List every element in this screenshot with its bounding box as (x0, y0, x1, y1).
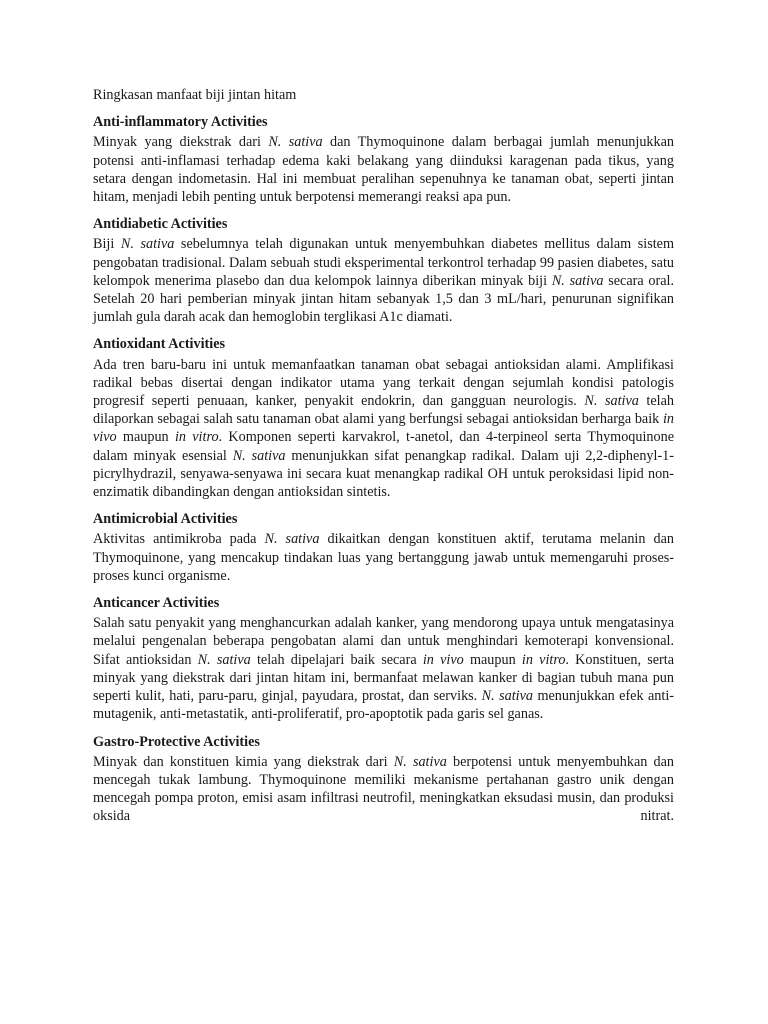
italic-term: in vivo (422, 651, 464, 668)
text-run: Salah satu penyakit yang menghancurkan adalah kanker, yang mendorong upaya untuk mengatasinya melalui pengenalan beberapa pengobatan alami dan untuk menghindari kemoterapi konvensional. Sifat antioksidan (93, 615, 674, 668)
italic-term: N. sativa (551, 272, 604, 289)
section-heading: Anticancer Activities (93, 595, 220, 612)
section-anticancer (93, 594, 674, 723)
italic-term: N. sativa (481, 688, 534, 705)
text-run: secara oral. Setelah 20 hari pemberian minyak jintan hitam sebanyak 1,5 dan 3 mL/hari, penurunan signifikan jumlah gula darah acak dan hemoglobin terglikasi A1c diamati. (93, 272, 675, 326)
section-body (93, 530, 674, 585)
text-run: . Komponen seperti karvakrol, t-anetol, dan 4-terpineol serta Thymoquinone dalam minyak esensial (93, 429, 675, 464)
text-run: Ada tren baru-baru ini untuk memanfaatkan tanaman obat sebagai antioksidan alami. Amplifikasi radikal bebas disertai dengan indikator utama yang terkait dengan sejumlah kondisi patologis progresif seperti penuaan, kanker, penyakit endokrin, dan gangguan neurologis. (93, 356, 674, 410)
italic-term: in vitro (521, 651, 566, 668)
text-run: Aktivitas antimikroba pada (93, 531, 265, 548)
section-heading: Antimicrobial Activities (93, 511, 238, 528)
section-body (93, 753, 674, 826)
text-run: telah dilaporkan sebagai salah satu tanaman obat alami yang berfungsi sebagai antioksidan berharga baik (93, 393, 674, 428)
italic-term: N. sativa (120, 236, 175, 253)
italic-term: N. sativa (232, 447, 286, 464)
text-run: maupun (116, 429, 175, 446)
italic-term: N. sativa (197, 651, 251, 668)
italic-term: in vivo (93, 411, 674, 446)
document-title: Ringkasan manfaat biji jintan hitam (93, 87, 297, 103)
section-antimicrobial (93, 510, 674, 585)
section-body (93, 235, 674, 326)
section-heading: Antidiabetic Activities (93, 216, 228, 233)
text-run: maupun (463, 651, 522, 668)
italic-term: N. sativa (393, 753, 447, 770)
text-run: Minyak yang diekstrak dari (93, 134, 269, 151)
text-run: dan Thymoquinone dalam berbagai jumlah menunjukkan potensi anti-inflamasi terhadap edema kaki belakang yang diinduksi karagenan pada tikus, yang setara dengan indometasin. Hal ini membuat peralihan sepenuhnya ke tanaman obat, seperti jintan hitam, menjadi lebih penting untuk berpotensi memerangi reaksi apa pun. (93, 134, 674, 206)
section-antioxidant (93, 335, 674, 501)
document-page (93, 86, 674, 835)
section-heading: Antioxidant Activities (93, 336, 226, 353)
text-run: Minyak dan konstituen kimia yang diekstrak dari (93, 753, 394, 770)
section-antidiabetic (93, 215, 674, 326)
text-run: Biji (93, 236, 121, 253)
text-run: telah dipelajari baik secara (250, 651, 423, 668)
section-gastro-protective (93, 733, 674, 826)
text-run: dikaitkan dengan konstituen aktif, terutama melanin dan Thymoquinone, yang mencakup tindakan luas yang bertanggung jawab untuk memengaruhi proses-proses kunci organisme. (93, 531, 674, 584)
italic-term: N. sativa (264, 531, 320, 548)
italic-term: N. sativa (268, 134, 323, 151)
section-heading: Gastro-Protective Activities (93, 733, 260, 750)
italic-term: in vitro (174, 429, 219, 446)
italic-term: N. sativa (584, 393, 639, 410)
section-anti-inflammatory (93, 113, 674, 206)
section-body (93, 614, 674, 723)
text-run: berpotensi untuk menyembuhkan dan mencegah tukak lambung. Thymoquinone memiliki mekanisme pertahanan gastro unik dengan mencegah pompa proton, emisi asam infiltrasi neutrofil, meningkatkan eksudasi musin, dan produksi oksida nitrat. (93, 753, 674, 825)
text-run: . Konstituen, serta minyak yang diekstrak dari jintan hitam ini, bermanfaat melawan kanker di bagian tubuh mana pun seperti kulit, hati, paru-paru, ginjal, payudara, prostat, dan serviks. (93, 651, 674, 705)
section-body (93, 356, 674, 502)
text-run: menunjukkan efek anti-mutagenik, anti-metastatik, anti-proliferatif, pro-apoptotik pada garis sel ganas. (93, 688, 675, 723)
text-run: menunjukkan sifat penangkap radikal. Dalam uji 2,2-diphenyl-1-picrylhydrazil, senyawa-senyawa ini secara kuat menangkap radikal OH untuk peroksidasi lipid non-enzimatik dibandingkan dengan antioksidan sintetis. (93, 447, 674, 501)
section-heading: Anti-inflammatory Activities (93, 114, 268, 131)
section-body (93, 133, 674, 206)
text-run: sebelumnya telah digunakan untuk menyembuhkan diabetes mellitus dalam sistem pengobatan tradisional. Dalam sebuah studi eksperimental terkontrol terhadap 99 pasien diabetes, satu kelompok menerima plasebo dan dua kelompok lainnya diberikan minyak biji (93, 236, 675, 289)
